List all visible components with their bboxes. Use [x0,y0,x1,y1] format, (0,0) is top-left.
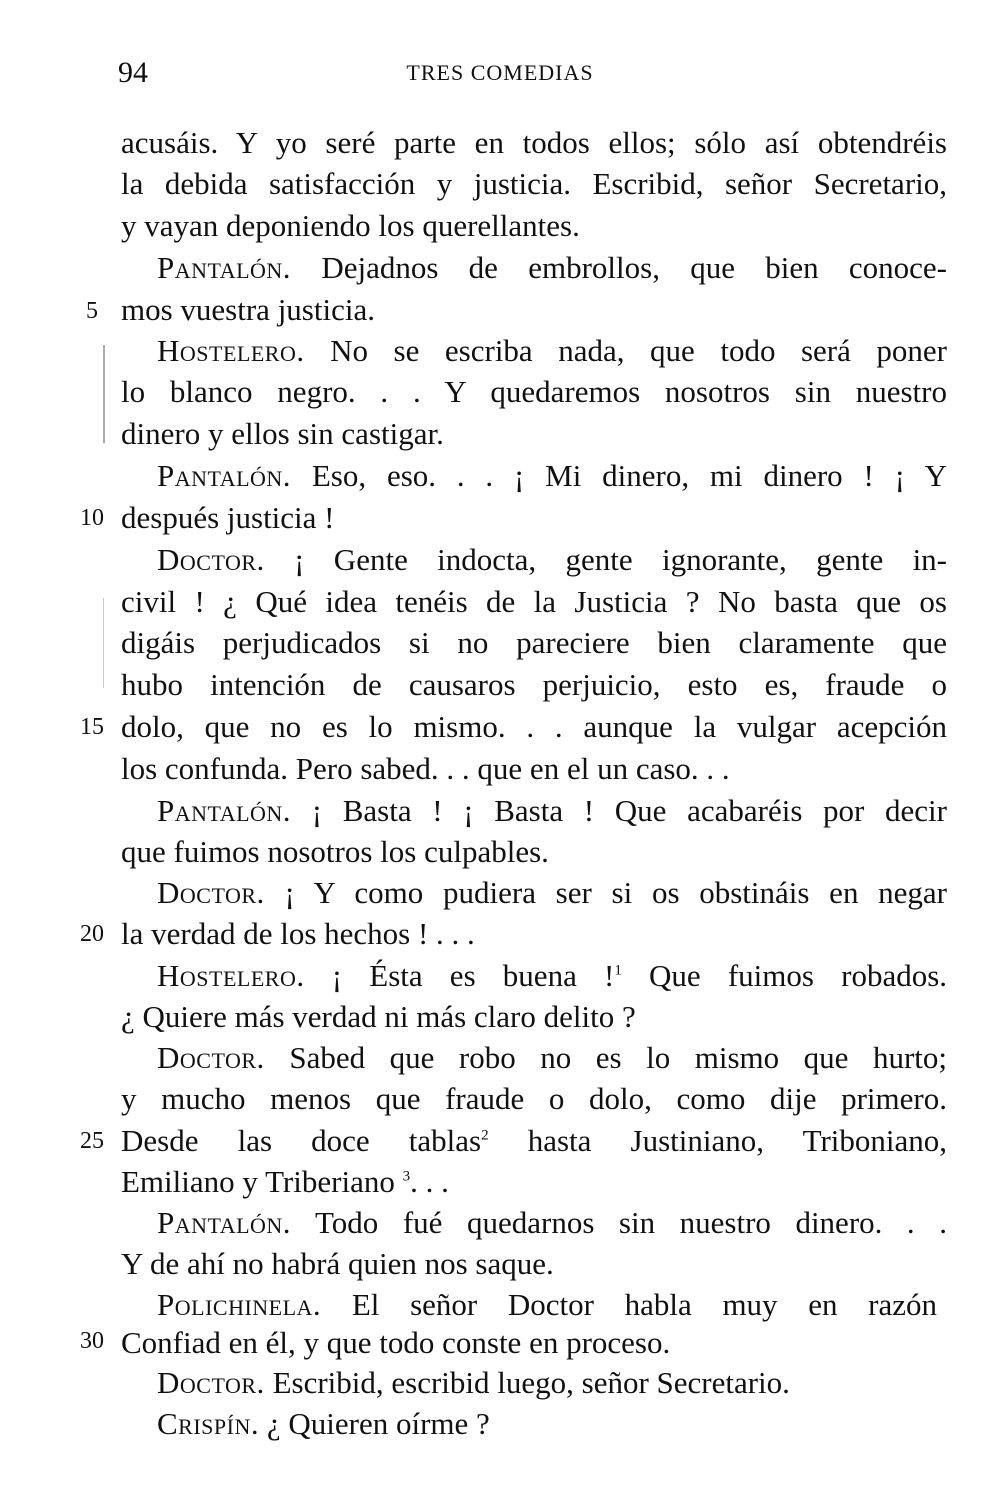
text-line: después justicia ! [121,500,335,535]
dialogue-text: No se escriba nada, que todo será poner [330,333,948,368]
speaker-name: Doctor. [157,542,265,577]
speaker-name: Doctor. [157,1040,265,1075]
dialogue-line [157,872,947,913]
dialogue-text: ¡ Y como pudiera ser si os obstináis en negar [284,875,948,910]
text-line: hubo intención de causaros perjuicio, esto es, fraude o [121,667,947,702]
dialogue-text: Todo fué quedarnos sin nuestro dinero. . . [315,1205,947,1240]
speaker-name: Pantalón. [157,250,292,285]
text-line: ¿ Quiere más verdad ni más claro delito ? [121,999,636,1034]
dialogue-line [157,790,947,831]
dialogue-text: Sabed que robo no es lo mismo que hurto; [289,1040,947,1075]
line-number: 30 [80,1328,104,1354]
dialogue-line [157,330,947,371]
text-line: los confunda. Pero sabed. . . que en el un caso. . . [121,751,730,786]
dialogue-text: ¿ Quieren oírme ? [266,1406,490,1441]
dialogue-text: Que fuimos robados. [649,958,948,993]
line-number: 20 [80,921,104,947]
dialogue-line [157,955,947,996]
margin-mark [103,598,104,688]
dialogue-text: Dejadnos de embrollos, que bien conoce- [321,250,948,285]
text-line: lo blanco negro. . . Y quedaremos nosotros sin nuestro [121,374,947,409]
text-line: la debida satisfacción y justicia. Escribid, señor Secretario, [121,166,947,201]
text-line: Emiliano y Triberiano $^3$. . . [121,1164,449,1199]
speaker-name: Pantalón. [157,1205,292,1240]
text-line: dolo, que no es lo mismo. . . aunque la vulgar acepción [121,709,947,744]
dialogue-text: ¡ Basta ! ¡ Basta ! Que acabaréis por decir [311,793,947,828]
dialogue-line [157,455,947,496]
text-line: civil ! ¿ Qué idea tenéis de la Justicia ? No basta que os [121,584,947,619]
dialogue-line [157,1284,937,1325]
dialogue-text: ¡ Ésta es buena ! [331,958,615,993]
line-number: 10 [80,505,104,531]
page-number: 94 [118,56,148,89]
dialogue-text: ¡ Gente indocta, gente ignorante, gente in- [294,542,948,577]
dialogue-line [157,539,947,580]
speaker-name: Hostelero. [157,958,305,993]
text-line: que fuimos nosotros los culpables. [121,834,549,869]
speaker-name: Pantalón. [157,458,292,493]
speaker-name: Crispín. [157,1406,260,1441]
speaker-name: Doctor. [157,1365,265,1400]
text-line: y mucho menos que fraude o dolo, como dije primero. [121,1081,947,1116]
dialogue-text: Eso, eso. . . ¡ Mi dinero, mi dinero ! ¡ Y [311,458,947,493]
margin-mark [103,345,105,443]
text-line: Confiad en él, y que todo conste en proceso. [121,1325,671,1360]
speaker-name: Hostelero. [157,333,305,368]
text-line: mos vuestra justicia. [121,292,375,327]
text-line: la verdad de los hechos ! . . . [121,916,475,951]
dialogue-line [157,1362,947,1403]
dialogue-line [157,1037,947,1078]
speaker-name: Polichinela. [157,1287,322,1322]
dialogue-text: El señor Doctor habla muy en razón [351,1287,938,1322]
dialogue-line [157,247,947,288]
text-line: digáis perjudicados si no pareciere bien claramente que [121,625,947,660]
footnote-ref: 2 [481,1127,489,1144]
speaker-name: Pantalón. [157,793,292,828]
text-line: y vayan deponiendo los querellantes. [121,208,580,243]
footnote-ref: 1 [614,962,622,979]
line-number: 25 [80,1128,104,1154]
running-title: TRES COMEDIAS [406,60,594,85]
line-number: 5 [86,298,98,324]
line-number: 15 [80,714,104,740]
speaker-name: Doctor. [157,875,265,910]
dialogue-line [157,1403,947,1444]
footnote-ref: 3 [402,1168,411,1185]
text-line: Desde las doce tablas$^2$ hasta Justiniano, Triboniano, [121,1123,947,1158]
text-line: acusáis. Y yo seré parte en todos ellos; sólo así obtendréis [121,125,947,160]
text-line: Y de ahí no habrá quien nos saque. [121,1246,554,1281]
dialogue-text: Escribid, escribid luego, señor Secretario. [272,1365,790,1400]
text-line: dinero y ellos sin castigar. [121,416,444,451]
dialogue-line [157,1202,947,1243]
